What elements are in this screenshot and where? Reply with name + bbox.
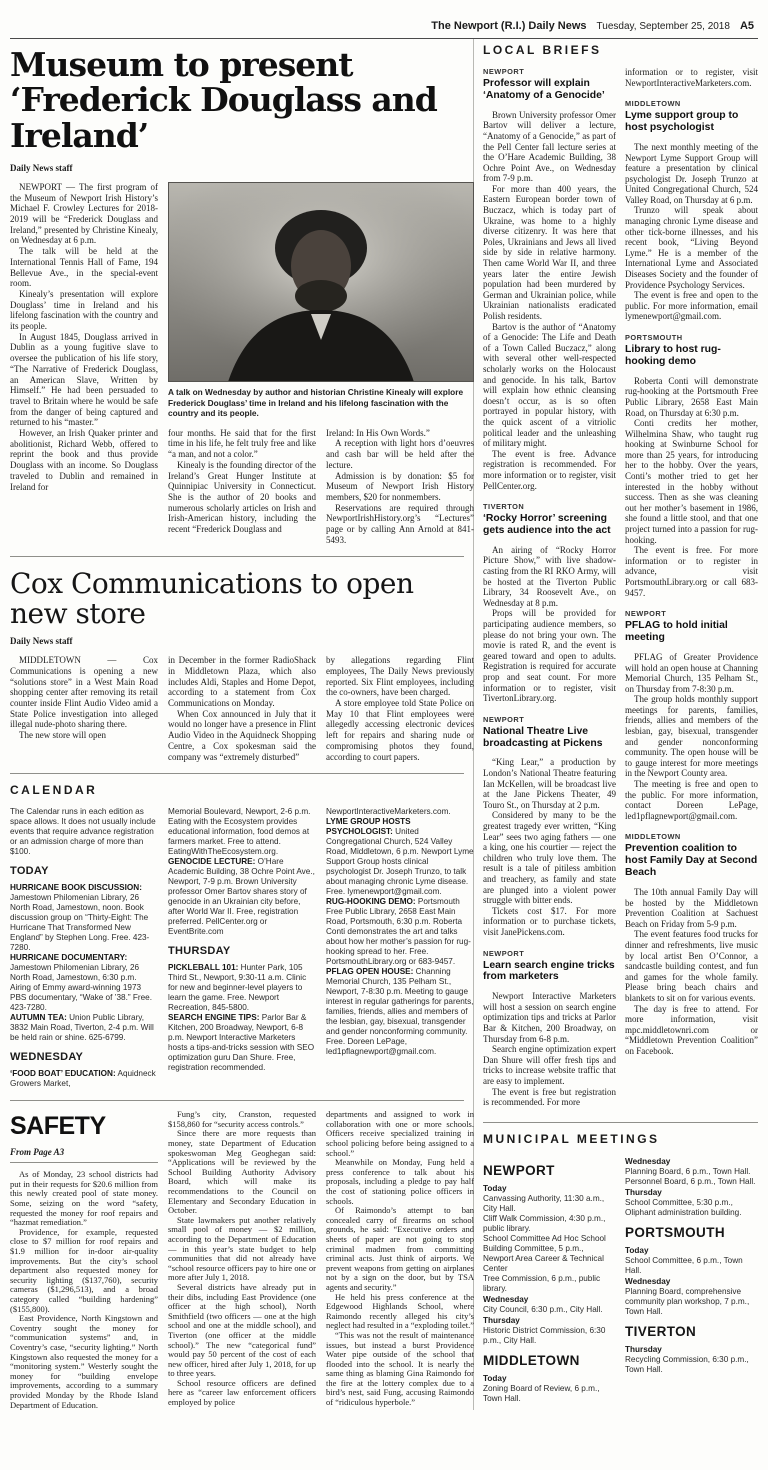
cox-headline: Cox Communications to open new store: [10, 567, 414, 630]
frederick-douglass-photo: [168, 182, 474, 382]
paragraph: Kinealy is the founding director of the Ireland’s Great Hunger Institute at Quinnipiac University in Connecticut. She is the author of 20 books and numerous scholarly articles on Irish and Irish-American history, including the recent “Frederick Douglass and: [168, 459, 316, 535]
main-articles-section: [10, 39, 474, 1410]
paragraph: Fung’s city, Cranston, requested $158,860 for “security access controls.”: [168, 1109, 316, 1129]
brief-kicker: MIDDLETOWN: [625, 99, 681, 109]
douglass-byline: Daily News staff: [10, 162, 73, 173]
day-label: Today: [625, 1245, 649, 1255]
paragraph: Trunzo will speak about managing chronic Lyme disease and other tick-borne illnesses, and his recent book, “Living Beyond Lyme.” He is a member of the International Lyme and Associated Diseases Society and the founder of Providence Psychology Services.: [625, 205, 758, 290]
city-heading: TIVERTON: [625, 1323, 697, 1339]
municipal-meetings-section: [483, 1122, 758, 1404]
brief-title: Professor will explain ‘Anatomy of a Genocide’: [483, 78, 605, 101]
paragraph: The talk will be held at the International Tennis Hall of Fame, 194 Bellevue Ave., in the special-event room.: [10, 246, 158, 289]
paragraph: The new store will open: [19, 730, 106, 741]
event-label: HURRICANE DOCUMENTARY:: [10, 953, 128, 963]
douglass-continuation-columns: [168, 428, 474, 546]
paragraph: Bartov is the author of “Anatomy of a Genocide: The Life and Death of a Town Called Buczacz,” along with several other well-respected scholarly works on the Holocaust and genocide. In his talk, Bartov will explain how ethnic cleansing doesn’t occur, as is so often portrayed in popular history, with the quick ascent of a vitriolic political leader and the unleashing of military might.: [483, 321, 616, 449]
masthead: [10, 6, 758, 39]
brief: [483, 949, 616, 1108]
municipal-meetings-heading: MUNICIPAL MEETINGS: [483, 1131, 660, 1146]
paragraph: Kinealy’s presentation will explore Douglass’ time in Ireland and his lifelong fascination with the country and its people.: [10, 288, 158, 332]
paragraph: School resource officers are defined here as “career law enforcement officers employed by police: [168, 1377, 316, 1408]
cox-column-1: [10, 655, 158, 762]
section-divider: [10, 556, 464, 557]
paragraph: Roberta Conti will demonstrate rug-hooking at the Portsmouth Free Public Library, 2658 East Main Road, on Thursday at 6:30 p.m.: [625, 375, 758, 418]
calendar-event: RUG-HOOKING DEMO: Portsmouth Free Public Library, 2658 East Main Road, Portsmouth, 6:30 p.m. Roberta Conti demonstrates the art and talks about how her mother’s passion for rug-hooking spread to her. Free. PortsmouthLibrary.org or 683-9457.: [326, 897, 471, 967]
list-line: NewportInteractiveMarketers.com.: [326, 807, 451, 817]
brief-title: Library to host rug-hooking demo: [625, 344, 721, 367]
brief-body: [625, 142, 758, 322]
paragraph: The event is free. For more information or to register in advance, visit PortsmouthLibrary.org or call 683-9457.: [625, 545, 758, 598]
paragraph: Meanwhile on Monday, Fung held a press conference to talk about his proposals, including a pledge to pay half the cost of stationing police officers in schools.: [326, 1157, 474, 1206]
meetings-column-1: [483, 1156, 616, 1404]
paragraph: Brown University professor Omer Bartov will deliver a lecture, “Anatomy of a Genocide,” as part of the Pell Center fall lecture series at the O’Hare Academic Building, 38 Ochre Point Ave., on Wednesday from 7-9 p.m.: [483, 109, 616, 184]
brief-body: [625, 376, 758, 598]
brief-body: [483, 991, 616, 1108]
list-line: School Committee Ad Hoc School Building Committee, 5 p.m., Newport Area Career & Technical Center: [483, 1233, 606, 1273]
city-heading: MIDDLETOWN: [483, 1352, 580, 1368]
event-label: GENOCIDE LECTURE:: [168, 857, 256, 867]
douglass-column-1: [10, 182, 158, 546]
list-line: Planning Board, 6 p.m., Town Hall.: [625, 1166, 751, 1176]
day-label: Thursday: [625, 1187, 662, 1197]
paper-name: The Newport (R.I.) Daily News: [431, 20, 587, 32]
cox-column-2: [168, 655, 316, 762]
paragraph: Several districts have already put in their dibs, including East Providence (one officer at the high school), North Smithfield (two officers — one at the high school and one at the middle school), and Tiverton (one officer at the middle school).” The new “categorical fund” would pay 50 percent of the cost of each new officer, hired after July 1, 2018, for up to three years.: [168, 1281, 316, 1379]
day-label: Wednesday: [625, 1156, 671, 1166]
cox-byline: Daily News staff: [10, 636, 73, 647]
event-label: AUTUMN TEA:: [10, 1013, 67, 1023]
paragraph: The 10th annual Family Day will be hosted by the Middletown Prevention Coalition at Sachuest Beach on Friday from 5-9 p.m.: [625, 886, 758, 929]
brief-title: Lyme support group to host psychologist: [625, 110, 739, 134]
cox-article: [10, 655, 474, 762]
list-line: School Committee, 5:30 p.m., Oliphant administration building.: [625, 1197, 742, 1217]
paragraph: Newport Interactive Marketers will host a session on search engine optimization tips and tricks at Parlor Bar & Kitchen, 200 Broadway, on Thursday from 6-8 p.m.: [483, 991, 616, 1044]
day-label: Today: [483, 1373, 507, 1383]
paragraph: Of Raimondo’s attempt to ban concealed carry of firearms on school grounds, he said: “Executive orders and sheets of paper are not going to stop criminal madmen from committing criminal acts. Just think of airports. We prevent weapons from getting on airplanes not by a sign on the door, but by TSA agents and security.”: [326, 1205, 474, 1292]
paragraph: The event is free but registration is recommended. For more: [483, 1086, 616, 1108]
brief: [625, 99, 758, 322]
brief-body: [625, 652, 758, 822]
day-label: Wednesday: [625, 1276, 671, 1286]
paragraph: Considered by many to be the greatest tragedy ever written, “King Lear” sees two aging fathers — one a king, one his courtier — reject the children who truly love them. The result is a tale of pitiless ambition and treachery, as family and state are plunged into a violent power struggle with bitter ends.: [483, 810, 616, 906]
paragraph: by allegations regarding Flint employees, The Daily News previously reported. Six Flint employees, including the co-owners, have been charged.: [326, 655, 474, 698]
right-rail: [474, 39, 758, 1410]
list-line: Recycling Commission, 6:30 p.m., Town Hall.: [625, 1354, 749, 1374]
calendar-event: PICKLEBALL 101: Hunter Park, 105 Third St., Newport, 9:30-11 a.m. Clinic for new and beginner-level players to learn the game. Free. Newport Recreation, 845-5800.: [168, 963, 307, 1013]
brief-kicker: NEWPORT: [625, 609, 667, 619]
douglass-column-3: [326, 428, 474, 546]
event-label: HURRICANE BOOK DISCUSSION:: [10, 883, 142, 893]
paragraph: departments and assigned to work in collaboration with one or more schools. Officers receive specialized training in school policing before being assigned to a school.”: [326, 1109, 474, 1158]
brief-title: National Theatre Live broadcasting at Pickens: [483, 725, 603, 749]
issue-date: Tuesday, September 25, 2018: [596, 21, 730, 32]
paragraph: State lawmakers put another relatively small pool of money — $2 million, according to the Department of Education — in this year’s state budget to help communities that did not already have “school resource officers pay to hire one or more after July 1, 2018.: [168, 1214, 316, 1283]
day-label: Thursday: [483, 1315, 520, 1325]
day-heading: WEDNESDAY: [10, 1051, 84, 1064]
paragraph: Providence, for example, requested close to $7 million for roof repairs and $1.9 million for in-door air-quality improvements. But the city’s school department also requested money for security lighting ($137,760), security cameras ($1,296,513), and a broad category called “building hardening” ($155,800).: [10, 1226, 158, 1314]
brief: [483, 502, 616, 704]
paragraph: NEWPORT — The first program of the Museum of Newport Irish History’s Michael F. Crowley Lectures for 2018-2019 will be “Frederick Douglass and Ireland,” presented by Christine Kinealy, on Wednesday at 6 p.m.: [10, 181, 158, 246]
page-number: A5: [739, 20, 754, 32]
paragraph: A store employee told State Police on May 10 that Flint employees were allegedly accessing electronic devices left for repairs and sharing nude or compromising photos they found, according to court papers.: [326, 698, 474, 762]
day-label: Wednesday: [483, 1294, 529, 1304]
event-label: PFLAG OPEN HOUSE:: [326, 967, 414, 977]
briefs-column-1: [483, 67, 616, 1108]
portrait-illustration: [168, 182, 474, 382]
calendar-event: SEARCH ENGINE TIPS: Parlor Bar & Kitchen, 200 Broadway, Newport, 6-8 p.m. Newport Interactive Marketers hosts a tips-and-tricks session with SEO optimization guru Dan Shure. Free, registration recommended.: [168, 1013, 315, 1073]
safety-article: [10, 1109, 474, 1410]
calendar-event: HURRICANE DOCUMENTARY: Jamestown Philomenian Library, 26 North Road, Jamestown, 6:30 p.m. Airing of Emmy award-winning 1973 PBS documentary, “Wake of ’38.” Free. 423-7280.: [10, 953, 152, 1013]
cox-column-3: [326, 655, 474, 762]
paragraph: “This was not the result of maintenance issues, but instead a burst Providence Water pipe outside of the school that flooded into the school. It is nearly the same thing as blaming Gina Raimondo for the fire at the lottery complex due to a bird’s nest, said Fung, accusing Raimondo of “ridiculous hyperbole.”: [326, 1329, 474, 1408]
brief-kicker: PORTSMOUTH: [625, 333, 683, 342]
calendar-column-1: [10, 807, 158, 1089]
list-line: Personnel Board, 6 p.m., Town Hall.: [625, 1176, 756, 1186]
list-line: City Council, 6:30 p.m., City Hall.: [483, 1304, 603, 1314]
paragraph: Conti credits her mother, Wilhelmina Shaw, who taught rug hooking at Swinburne School for more than 25 years, for introducing her to the hobby. Over the years, Conti’s mother tried to get her interested in the hobby without success. Then as she was cleaning out her mother’s basement in 1986, she found a little stool, and that one project turned into a passion for rug-hooking.: [625, 418, 758, 545]
section-divider: [10, 1100, 464, 1101]
calendar-event: AUTUMN TEA: Union Public Library, 3832 Main Road, Tiverton, 2-4 p.m. Will be held rain or shine. 625-6799.: [10, 1013, 154, 1043]
paragraph: The meeting is free and open to the public. For more information, contact Doreen LePage, led1pflagnewport@gmail.com.: [625, 779, 758, 821]
paragraph: PFLAG of Greater Providence will hold an open house at Channing Memorial Church, 135 Pelham St., on Thursday from 7-8:30 p.m.: [625, 651, 758, 694]
day-label: Thursday: [625, 1344, 662, 1354]
day-label: Today: [483, 1183, 507, 1193]
jump-line: From Page A3: [10, 1147, 158, 1163]
brief-title: PFLAG to hold initial meeting: [625, 620, 728, 644]
paragraph: East Providence, North Kingstown and Coventry sought the money for “communication systems” and, in Coventry’s case, “security lighting.” North Kingstown also requested the money for a “monitoring system.” Westerly sought the money for “building envelope improvements, according to a summary provided Monday by the Rhode Island Department of Education.: [10, 1313, 158, 1410]
list-line: Zoning Board of Review, 6 p.m., Town Hall.: [483, 1383, 600, 1403]
brief: [483, 715, 616, 938]
paragraph: in December in the former RadioShack in Middletown Plaza, which also includes Aldi, Staples and Home Depot, according to a statement from Cox Communications on Monday.: [168, 655, 316, 709]
event-label: SEARCH ENGINE TIPS:: [168, 1013, 260, 1023]
list-line: Planning Board, comprehensive community plan workshop, 7 p.m., Town Hall.: [625, 1286, 750, 1316]
brief: [483, 67, 616, 491]
paragraph: The day is free to attend. For more information, visit mpc.middletownri.com or “Middletown Prevention Coalition” on Facebook.: [625, 1003, 758, 1056]
paragraph: “King Lear,” a production by London’s National Theatre featuring Ian McKellen, will be broadcast live at the Jane Pickens Theater, 49 Touro St., on Thursday at 2 p.m.: [483, 757, 616, 810]
douglass-column-2: [168, 428, 316, 546]
paragraph: The event is free. Advance registration is recommended. For more information or to register, visit PellCenter.org.: [483, 448, 616, 491]
calendar-event: LYME GROUP HOSTS PSYCHOLOGIST: United Congregational Church, 524 Valley Road, Middletown, 6 p.m. Newport Lyme Support Group hosts clinical psychologist Dr. Joseph Trunzo, to talk about managing chronic Lyme disease. Free. lymenewport@gmail.com.: [326, 817, 474, 897]
brief-body: [625, 887, 758, 1057]
brief-body: [483, 757, 616, 937]
brief-body: [483, 545, 616, 704]
paragraph: However, an Irish Quaker printer and abolitionist, Richard Webb, offered to reprint the book and thus provide Douglass with an income. So Douglass traveled to Dublin and remained in Ireland for: [10, 428, 158, 492]
paragraph: Tickets cost $17. For more information or to purchase tickets, visit JanePickens.com.: [483, 905, 616, 937]
list-line: School Committee, 6 p.m., Town Hall.: [625, 1255, 743, 1275]
paragraph: He held his press conference at the Edgewood Highlands School, where Raimondo recently alleged his city’s neglect had resulted in a “exploding toilet.”: [326, 1291, 474, 1331]
city-heading: NEWPORT: [483, 1162, 555, 1178]
paragraph: Since there are more requests than money, state Department of Education spokeswoman Meg Geoghegan said: “Applications will be reviewed by the School Building Authority Advisory Board, which will make its recommendations to the Council on Elementary and Secondary Education in October.: [168, 1128, 316, 1216]
event-label: ‘FOOD BOAT’ EDUCATION:: [10, 1069, 116, 1079]
brief-title: Prevention coalition to host Family Day at Second Beach: [625, 843, 758, 879]
paragraph: The event is free and open to the public. For more information, email lymenewport@gmail.com.: [625, 290, 758, 322]
local-briefs-heading: LOCAL BRIEFS: [483, 43, 602, 57]
paragraph: In August 1845, Douglass arrived in Dublin as a young fugitive slave to oversee the publication of his life story, “The Narrative of Frederick Douglass, an American Slave, Written by Himself.” He had been persuaded to travel to Britain where he would be safe from the danger of being captured and returned to his “master.”: [10, 331, 158, 428]
safety-column-3: [326, 1110, 474, 1410]
paragraph: A reception with light hors d’oeuvres and cash bar will be held after the lecture.: [326, 438, 474, 470]
list-line: Cliff Walk Commission, 4:30 p.m., public library.: [483, 1213, 606, 1233]
paragraph: Reservations are required through NewportIrishHistory.org’s “Lectures” page or by calling Ann Arnold at 841-5493.: [326, 502, 474, 545]
section-divider: [483, 1122, 758, 1123]
calendar-section: [10, 807, 474, 1089]
meetings-column-2: [625, 1156, 758, 1404]
safety-column-1: [10, 1110, 158, 1410]
paragraph: MIDDLETOWN — Cox Communications is opening a new “solutions store” in a West Main Road shopping center after removing its retail counter inside Flint Audio Video amid a State Police investigation into alleged illegal nude-photo sharing there.: [10, 655, 158, 730]
event-label: RUG-HOOKING DEMO:: [326, 897, 416, 907]
brief: [625, 609, 758, 821]
brief-kicker: MIDDLETOWN: [625, 832, 681, 842]
paragraph: The group holds monthly support meetings for parents, families, friends, allies and members of the lesbian, gay, bisexual, transgender and gender nonconforming community. The open house will be to gauge interest for more meetings in the Newport County area.: [625, 694, 758, 779]
calendar-event: ‘FOOD BOAT’ EDUCATION: Aquidneck Growers Market,: [10, 1069, 156, 1089]
section-divider: [10, 773, 464, 774]
paragraph: The event features food trucks for dinner and refreshments, live music by local artist Ben O’Connor, a sandcastle building contest, and fun and games for the whole family. Please bring beach chairs and blankets to sit on for various events.: [625, 929, 758, 1003]
brief-kicker: NEWPORT: [483, 67, 525, 76]
paragraph: four months. He said that for the first time in his life, he felt truly free and like “a man, and not a color.”: [168, 427, 316, 460]
brief-kicker: NEWPORT: [483, 714, 525, 724]
paragraph: Ireland: In His Own Words.”: [326, 427, 430, 438]
calendar-column-2: [168, 807, 316, 1089]
douglass-photo-block: [168, 182, 474, 546]
list-line: The Calendar runs in each edition as space allows. It does not usually include events that require advance registration or an admission charge of more than $100.: [10, 807, 156, 857]
safety-headline: SAFETY: [10, 1112, 106, 1141]
paragraph: Admission is by donation: $5 for Museum of Newport Irish History members, $20 for nonmembers.: [326, 470, 474, 502]
paragraph: As of Monday, 23 school districts had put in their requests for $20.6 million from this newly created pool of state money. Some, seizing on the word “safety, requested the money for roof repairs and “hazmat remediation.”: [10, 1169, 158, 1228]
douglass-article: [10, 181, 474, 546]
paragraph: An airing of “Rocky Horror Picture Show,” with live shadow-casting from the RI RKO Army, will be hosted at the Tiverton Public Library, 34 Roosevelt Ave., on Wednesday at 8 p.m.: [483, 544, 616, 608]
brief-body: [483, 110, 616, 491]
list-line: Canvassing Authority, 11:30 a.m., City Hall.: [483, 1193, 605, 1213]
paragraph: Search engine optimization expert Dan Shure will offer fresh tips and tricks to increase website traffic that are easy to implement.: [483, 1044, 616, 1086]
list-line: Memorial Boulevard, Newport, 2-6 p.m. Eating with the Ecosystem provides educational information, food demos at farmers market. Free to attend. EatingWithTheEcosystem.org.: [168, 807, 311, 857]
safety-column-1-text: [10, 1170, 158, 1410]
local-briefs: [483, 67, 758, 1108]
briefs-column-2: [625, 67, 758, 1108]
calendar-heading: CALENDAR: [10, 783, 98, 798]
list-line: Historic District Commission, 6:30 p.m., City Hall.: [483, 1325, 606, 1345]
calendar-event: GENOCIDE LECTURE: O’Hare Academic Building, 38 Ochre Point Ave., Newport, 7-9 p.m. Brown University professor Omer Bartov shares story of genocide in an Ukrainian city before, after World War II. Free, registration preferred. PellCenter.org or EventBrite.com: [168, 857, 315, 937]
brief-kicker: NEWPORT: [483, 948, 525, 958]
brief-title: ‘Rocky Horror’ screening gets audience into the act: [483, 513, 611, 536]
city-heading: PORTSMOUTH: [625, 1224, 725, 1240]
day-heading: TODAY: [10, 865, 49, 878]
day-heading: THURSDAY: [168, 945, 231, 958]
brief-kicker: TIVERTON: [483, 502, 525, 512]
brief: [625, 832, 758, 1056]
photo-caption: A talk on Wednesday by author and historian Christine Kinealy will explore Frederick Douglass’ time in Ireland and his lifelong fascination with the country and its people.: [168, 386, 464, 419]
calendar-event: PFLAG OPEN HOUSE: Channing Memorial Church, 135 Pelham St., Newport, 7-8:30 p.m. Meeting to gauge interest in regular gatherings for parents, families, friends, allies and members of the lesbian, gay, bisexual, transgender and gender nonconforming community. Free. Doreen LePage, led1pflagnewport@gmail.com.: [326, 967, 474, 1057]
event-label: PICKLEBALL 101:: [168, 963, 239, 973]
douglass-headline: Museum to present ‘Frederick Douglass and Ireland’: [10, 45, 437, 155]
calendar-column-3: [326, 807, 474, 1089]
safety-column-2: [168, 1110, 316, 1410]
paragraph: information or to register, visit NewportInteractiveMarketers.com.: [625, 67, 758, 88]
municipal-meetings: [483, 1156, 758, 1404]
calendar-event: HURRICANE BOOK DISCUSSION: Jamestown Philomenian Library, 26 North Road, Jamestown, noon. Book discussion group on “Thirty-Eight: The Hurricane That Transformed New England” by Stephen Long. Free. 423-7280.: [10, 883, 150, 953]
list-line: Tree Commission, 6 p.m., public library.: [483, 1273, 601, 1293]
brief-title: Learn search engine tricks from marketers: [483, 959, 615, 983]
event-label: LYME GROUP HOSTS PSYCHOLOGIST:: [326, 817, 411, 837]
brief: [625, 333, 758, 598]
paragraph: The next monthly meeting of the Newport Lyme Support Group will feature a presentation by clinical psychologist Dr. Joseph Trunzo at United Congregational Church, 524 Valley Road, on Thursday at 6 p.m.: [625, 141, 758, 205]
paragraph: Props will be provided for participating audience members, so please do not bring your own. The movie is rated R, and the event is geared toward and open to adults. Registration is required for accurate prop and seat count. For more information or to register, visit TivertonLibrary.org.: [483, 608, 616, 704]
page-content: [10, 39, 758, 1410]
paragraph: When Cox announced in July that it would no longer have a presence in Flint Audio Video in the Aquidneck Shopping Centre, a Cox spokesman said the company was “extremely disturbed”: [168, 708, 316, 762]
paragraph: For more than 400 years, the Eastern European border town of Buczacz, which is today part of Ukraine, was home to a highly diverse citizenry. It was here that Poles, Ukrainians and Jews all lived side by side in relative harmony. Then came World War II, and three years later the entire Jewish population had been murdered by German and Ukrainian police, while Ukrainian nationalists eradicated Polish residents.: [483, 183, 616, 321]
